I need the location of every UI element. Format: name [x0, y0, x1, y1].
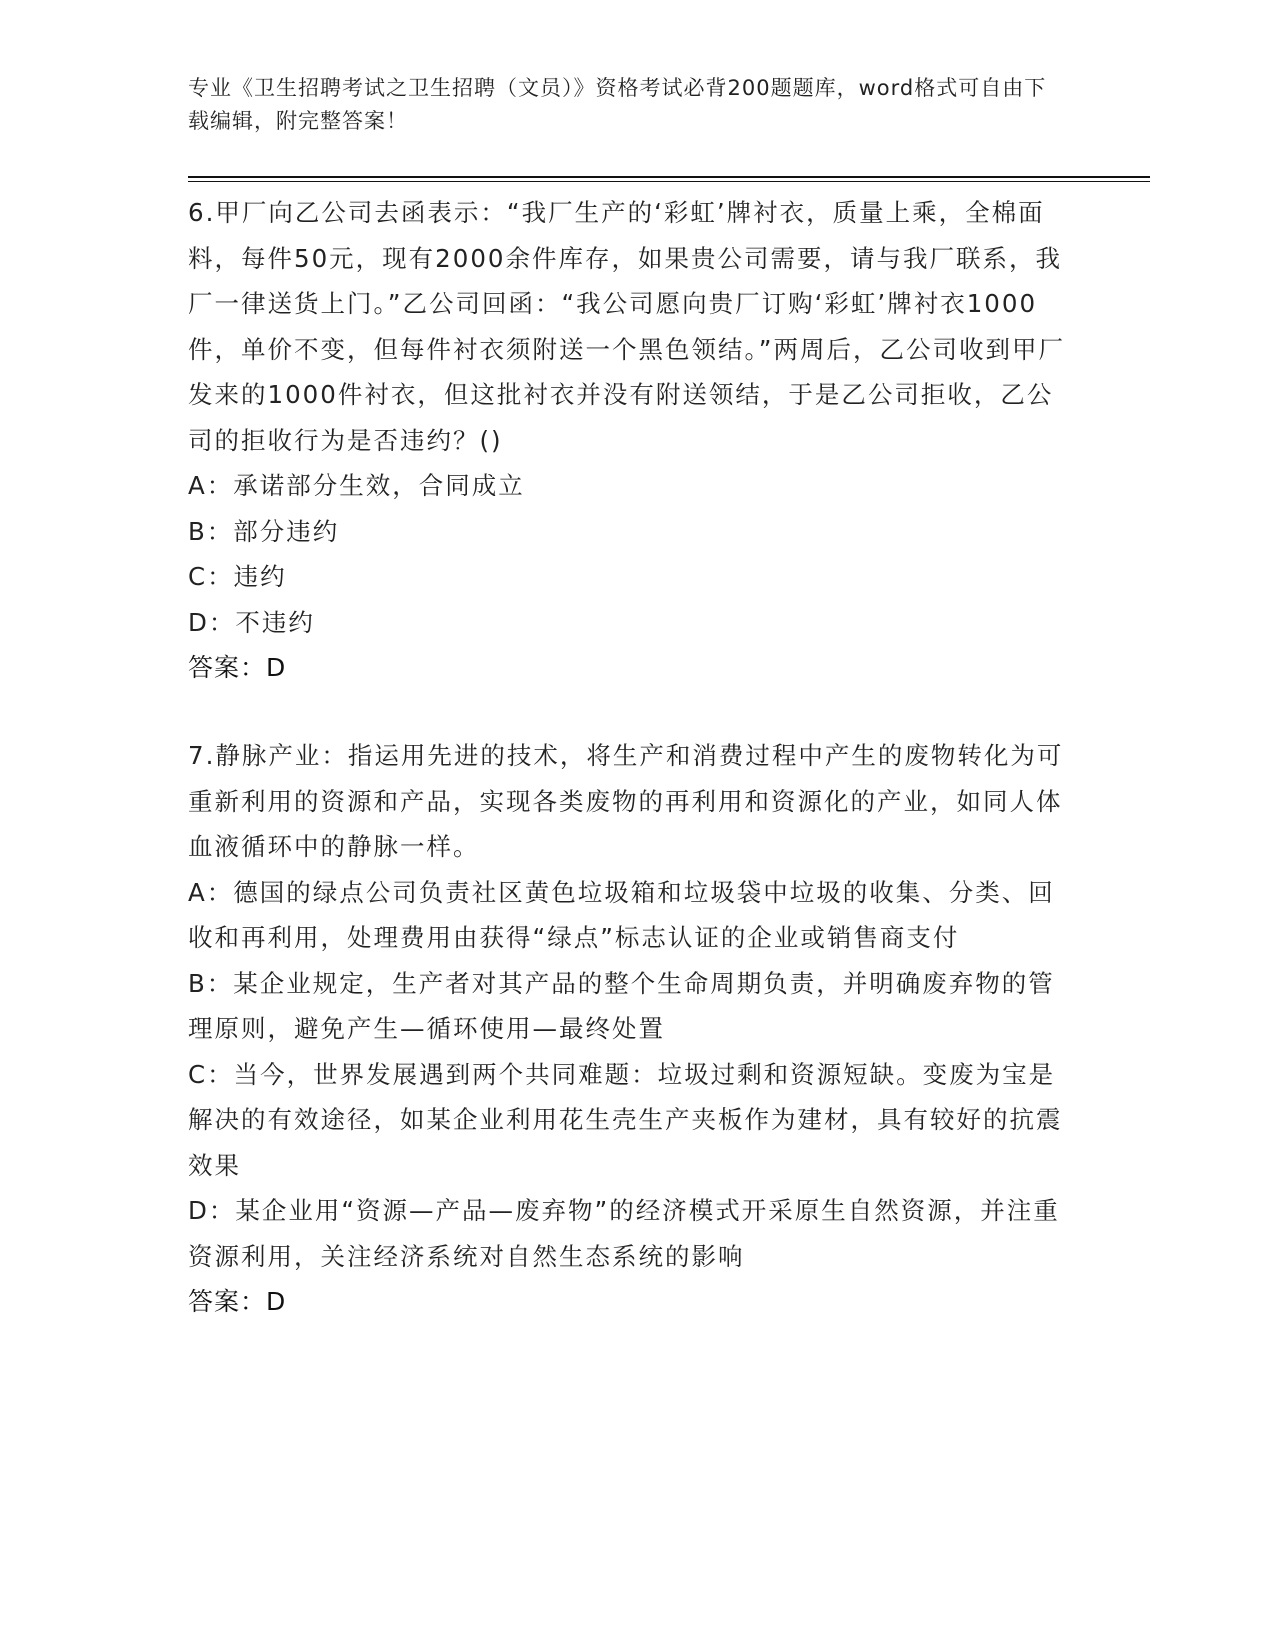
answer: 答案：D [188, 653, 287, 682]
option-c: C：违约 [188, 562, 287, 591]
option-b: B：部分违约 [188, 516, 340, 546]
page-header: 专业《卫生招聘考试之卫生招聘（文员）》资格考试必背200题题库，word格式可自由下载编辑，附完整答案！ [188, 76, 1047, 133]
question-7 [188, 733, 1073, 1325]
option-c: C：当今，世界发展遇到两个共同难题：垃圾过剩和资源短缺。变废为宝是解决的有效途径，如某企业利用花生壳生产夹板作为建材，具有较好的抗震效果 [188, 1059, 1063, 1180]
answer: 答案：D [188, 1287, 287, 1316]
option-a: A：承诺部分生效，合同成立 [188, 471, 525, 500]
question-6 [188, 190, 1073, 691]
header-divider-thin [188, 181, 1150, 182]
option-b: B：某企业规定，生产者对其产品的整个生命周期负责，并明确废弃物的管理原则，避免产生—循环使用—最终处置 [188, 968, 1055, 1043]
option-a: A：德国的绿点公司负责社区黄色垃圾箱和垃圾袋中垃圾的收集、分类、回收和再利用，处理费用由获得“绿点”标志认证的企业或销售商支付 [188, 877, 1055, 952]
question-stem: 6.甲厂向乙公司去函表示：“我厂生产的‘彩虹’牌衬衣，质量上乘，全棉面料，每件50元，现有2000余件库存，如果贵公司需要，请与我厂联系，我厂一律送货上门。”乙公司回函：“我公司愿向贵厂订购‘彩虹’牌衬衣1000件，单价不变，但每件衬衣须附送一个黑色领结。”两周后，乙公司收到甲厂发来的1000件衬衣，但这批衬衣并没有附送领结，于是乙公司拒收，乙公司的拒收行为是否违约？() [188, 198, 1065, 455]
question-list [188, 190, 1073, 1367]
header-divider-thick [188, 176, 1150, 178]
question-stem: 7.静脉产业：指运用先进的技术，将生产和消费过程中产生的废物转化为可重新利用的资源和产品，实现各类废物的再利用和资源化的产业，如同人体血液循环中的静脉一样。 [188, 741, 1064, 861]
option-d: D：不违约 [188, 607, 315, 637]
option-d: D：某企业用“资源—产品—废弃物”的经济模式开采原生自然资源，并注重资源利用，关注经济系统对自然生态系统的影响 [188, 1196, 1060, 1271]
